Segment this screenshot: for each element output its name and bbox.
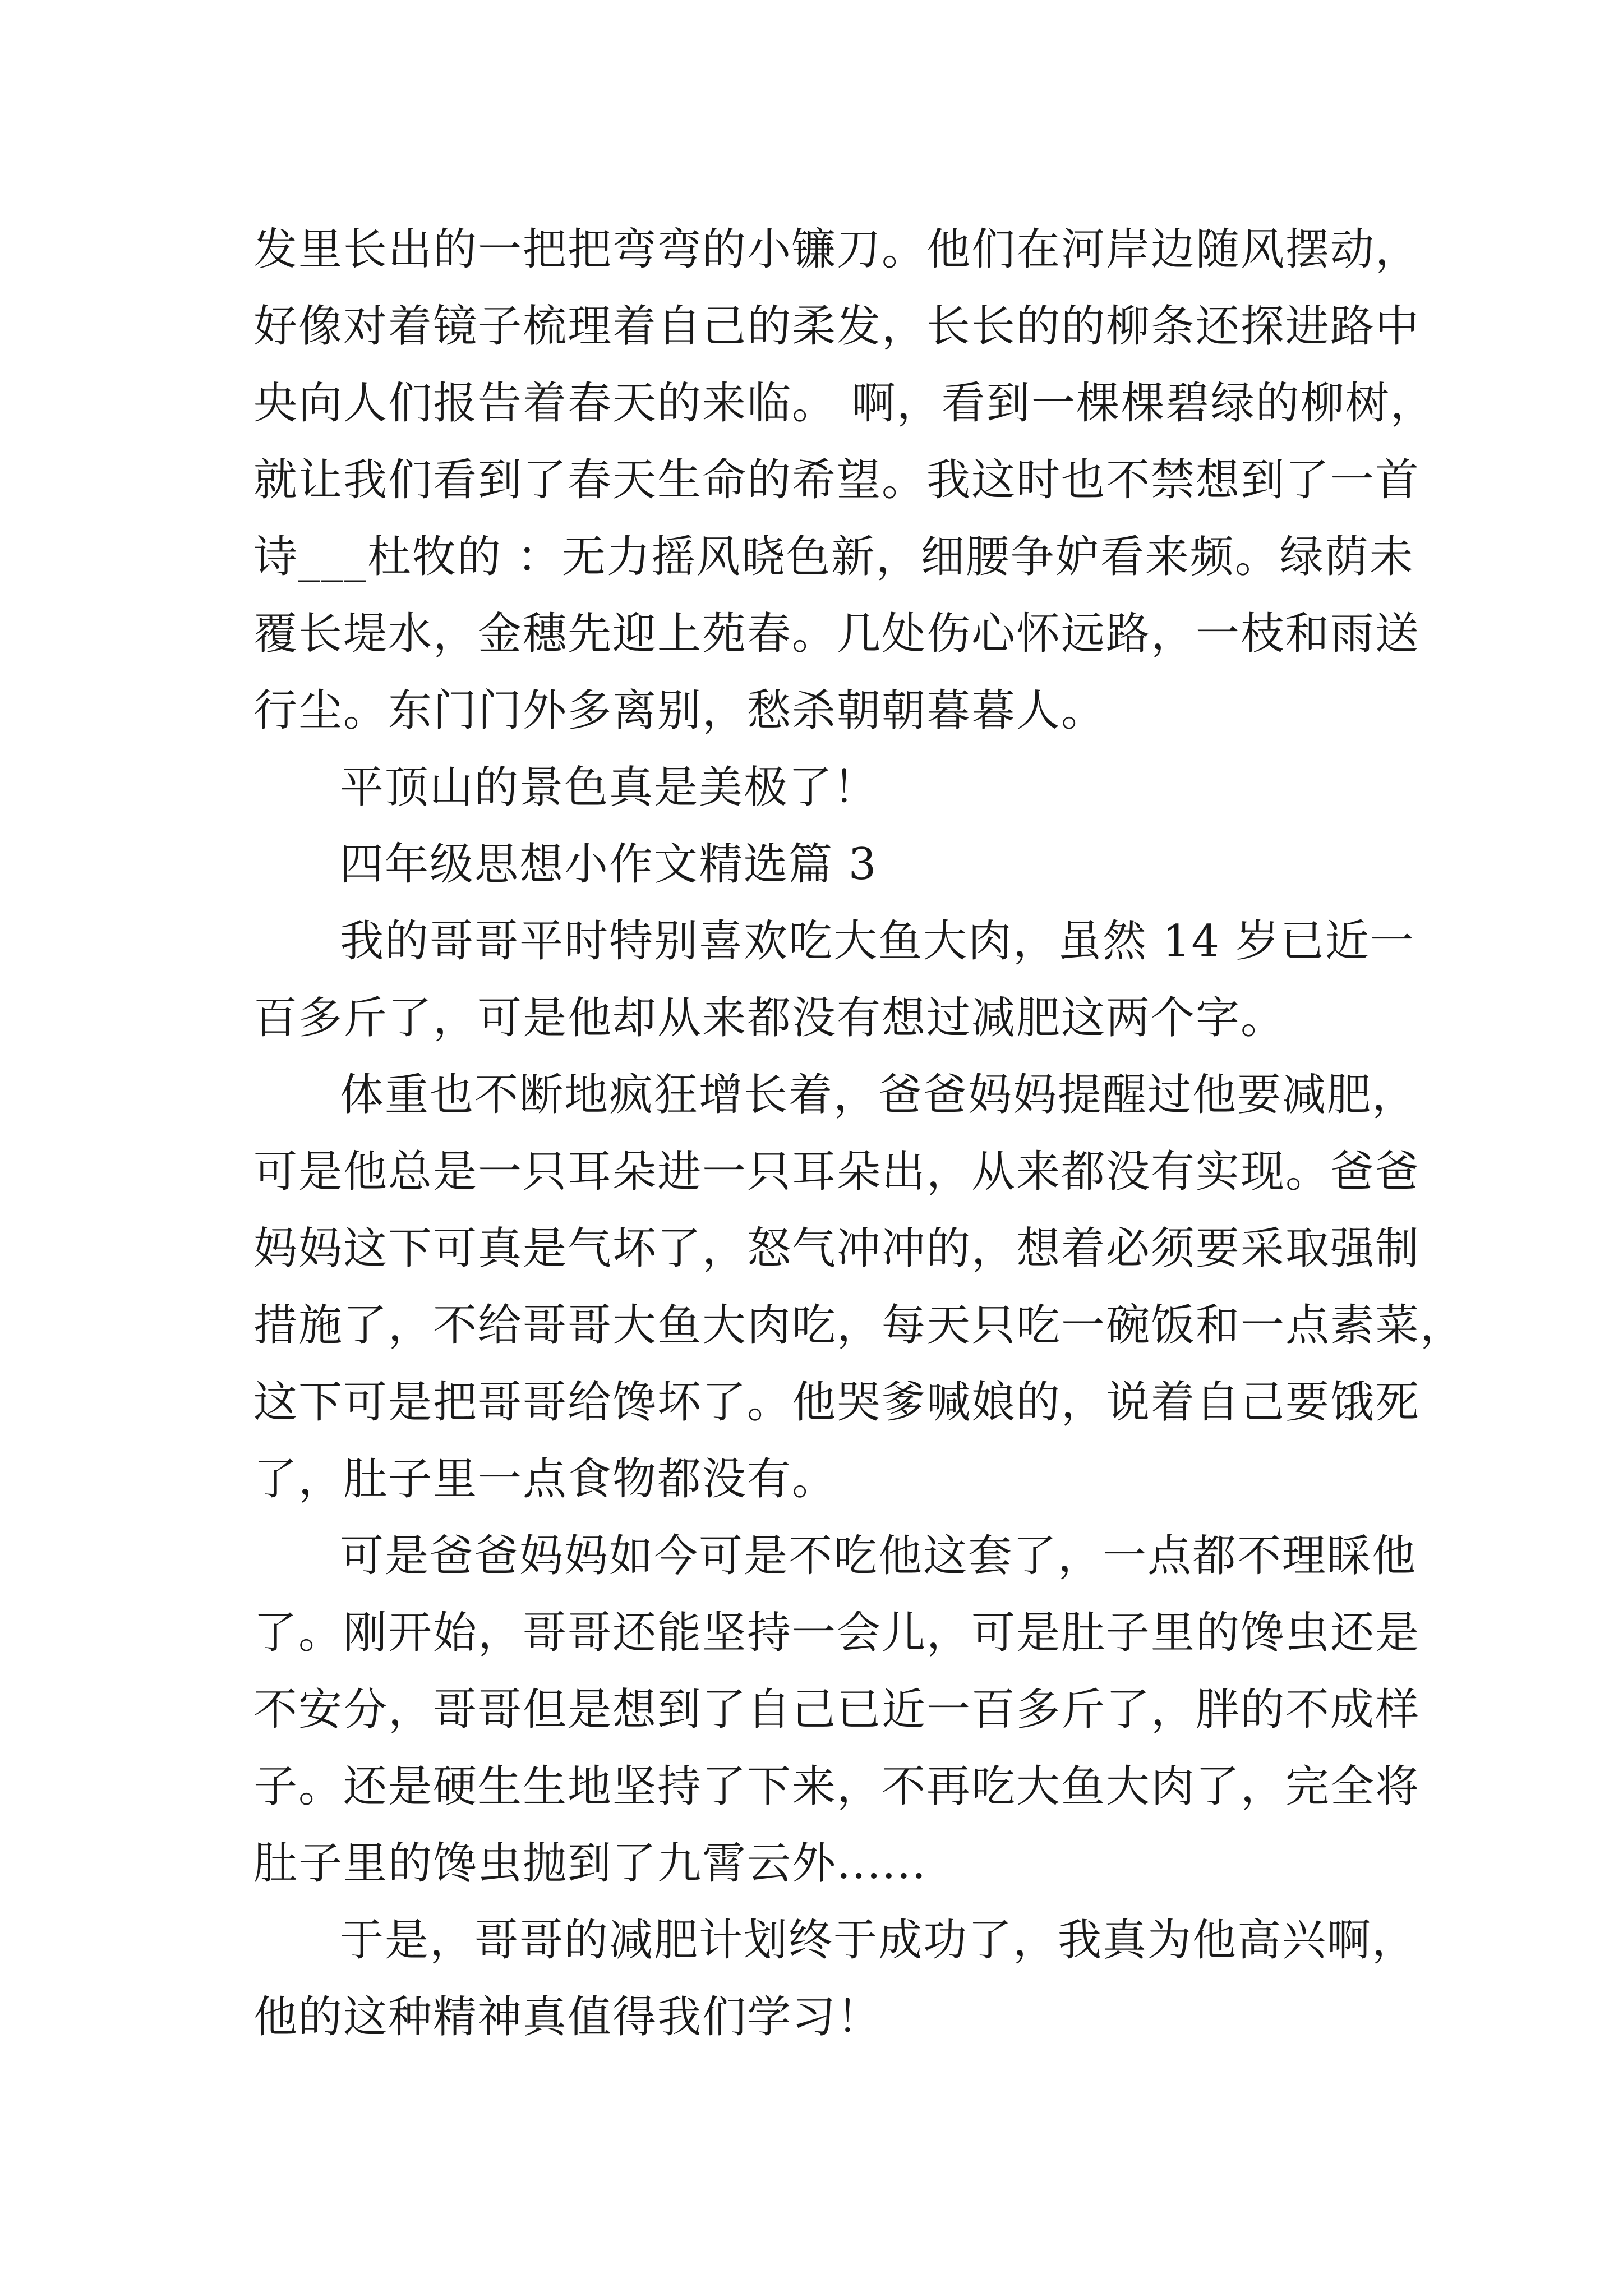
text-line: 这下可是把哥哥给馋坏了。他哭爹喊娘的，说着自己要饿死 (253, 1377, 1421, 1428)
text-line: 不安分，哥哥但是想到了自己已近一百多斤了，胖的不成样 (253, 1685, 1421, 1735)
text-line: 覆长堤水，金穗先迎上苑春。几处伤心怀远路，一枝和雨送 (253, 609, 1421, 659)
paragraph-line: 可是爸爸妈妈如今可是不吃他这套了，一点都不理睬他 (340, 1531, 1417, 1581)
text-line: 了。刚开始，哥哥还能坚持一会儿，可是肚子里的馋虫还是 (253, 1608, 1421, 1658)
text-line: 肚子里的馋虫抛到了九霄云外...... (253, 1838, 927, 1889)
text-line: 央向人们报告着春天的来临。 啊，看到一棵棵碧绿的柳树， (253, 378, 1435, 429)
text-line: 发里长出的一把把弯弯的小镰刀。他们在河岸边随风摆动， (253, 224, 1421, 275)
paragraph-line: 我的哥哥平时特别喜欢吃大鱼大肉，虽然 14 岁已近一 (340, 916, 1415, 967)
text-line: 行尘。东门门外多离别，愁杀朝朝暮暮人。 (253, 685, 1106, 736)
paragraph-line: 平顶山的景色真是美极了！ (340, 762, 879, 813)
text-line: 了，肚子里一点食物都没有。 (253, 1454, 837, 1504)
text-line: 百多斤了，可是他却从来都没有想过减肥这两个字。 (253, 993, 1286, 1043)
text-line: 可是他总是一只耳朵进一只耳朵出，从来都没有实现。爸爸 (253, 1147, 1421, 1197)
text-line: 就让我们看到了春天生命的希望。我这时也不禁想到了一首 (253, 455, 1421, 505)
text-line: 他的这种精神真值得我们学习！ (253, 1992, 882, 2042)
paragraph-line: 于是，哥哥的减肥计划终于成功了，我真为他高兴啊， (340, 1915, 1417, 1966)
paragraph-line: 体重也不断地疯狂增长着，爸爸妈妈提醒过他要减肥， (340, 1070, 1417, 1120)
text-line: 措施了，不给哥哥大鱼大肉吃，每天只吃一碗饭和一点素菜， (253, 1300, 1465, 1351)
text-line: 子。还是硬生生地坚持了下来，不再吃大鱼大肉了，完全将 (253, 1761, 1421, 1812)
section-heading: 四年级思想小作文精选篇 3 (340, 839, 878, 890)
text-line: 妈妈这下可真是气坏了，怒气冲冲的，想着必须要采取强制 (253, 1223, 1421, 1274)
text-line: 诗___杜牧的 ：无力摇风晓色新，细腰争妒看来频。绿荫未 (253, 532, 1414, 582)
text-line: 好像对着镜子梳理着自己的柔发，长长的的柳条还探进路中 (253, 301, 1421, 352)
